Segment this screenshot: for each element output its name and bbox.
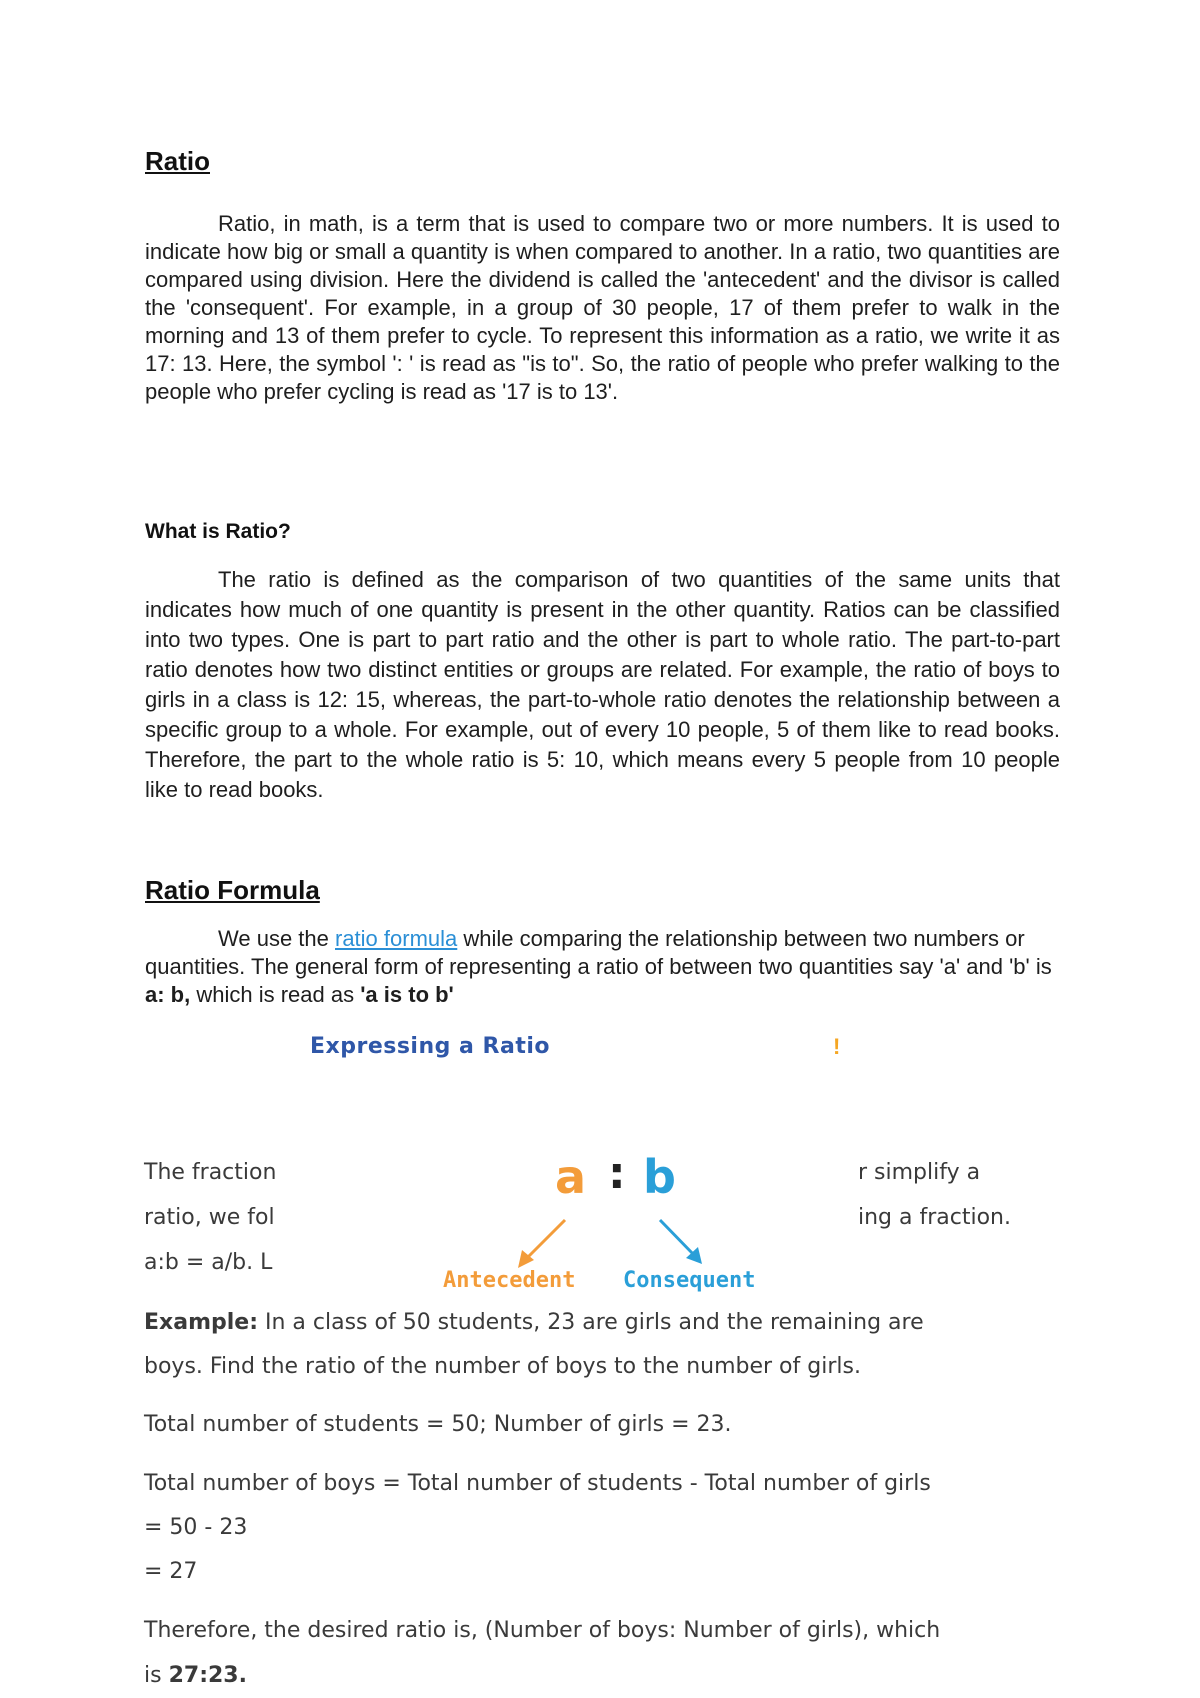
antecedent-glyph: a	[555, 1150, 587, 1204]
final-ratio: 27:23.	[168, 1663, 247, 1688]
formula-bold-ab: a: b,	[145, 982, 191, 1007]
ratio-diagram	[430, 1150, 850, 1310]
fraction-text-left-3: a:b = a/b. L	[144, 1250, 273, 1275]
heading-what-is-ratio: What is Ratio?	[145, 520, 291, 543]
total-boys-line: Total number of boys = Total number of students - Total number of girls	[144, 1471, 931, 1496]
example-label: Example:	[144, 1310, 258, 1335]
example-line-1	[144, 1310, 924, 1335]
paragraph-what-is-ratio: The ratio is defined as the comparison of two quantities of the same units that indicates how much of one quantity is present in the other quantity. Ratios can be classified into two types. One is part to part ratio and the other is part to whole ratio. The part-to-part ratio denotes how two distinct entities or groups are related. For example, the ratio of boys to girls in a class is 12: 15, whereas, the part-to-whole ratio denotes the relationship between a specific group to a whole. For example, out of every 10 people, 5 of them like to read books. Therefore, the part to the whole ratio is 5: 10, which means every 5 people from 10 people like to read books.	[145, 567, 1060, 802]
diagram-title: Expressing a Ratio	[310, 1034, 550, 1059]
heading-ratio: Ratio	[145, 146, 210, 176]
result-line: Therefore, the desired ratio is, (Number of boys: Number of girls), which	[144, 1618, 941, 1643]
example-line-2: boys. Find the ratio of the number of boys to the number of girls.	[144, 1354, 861, 1379]
colon-glyph: :	[608, 1148, 626, 1199]
formula-bold-read: 'a is to b'	[360, 982, 454, 1007]
consequent-label: Consequent	[623, 1268, 756, 1293]
final-prefix: is	[144, 1663, 169, 1688]
antecedent-label: Antecedent	[443, 1268, 576, 1293]
calc-line-2: = 27	[144, 1559, 198, 1584]
ratio-formula-link[interactable]: ratio formula	[335, 926, 458, 951]
example-text: In a class of 50 students, 23 are girls and the remaining are	[258, 1310, 924, 1335]
calc-line-1: = 50 - 23	[144, 1515, 248, 1540]
fraction-text-left-2: ratio, we fol	[144, 1205, 275, 1230]
formula-text-start: We use the	[218, 926, 335, 951]
formula-text-mid: while comparing the relationship between two numbers or quantities. The general form of representing a ratio of between two quantities say 'a' and 'b' is	[145, 926, 1052, 979]
pasted-image	[140, 1020, 1040, 1698]
paragraph-ratio-intro: Ratio, in math, is a term that is used to compare two or more numbers. It is used to indicate how big or small a quantity is when compared to another. In a ratio, two quantities are compared using division. Here the dividend is called the 'antecedent' and the divisor is called the 'consequent'. For example, in a group of 30 people, 17 of them prefer to walk in the morning and 13 of them prefer to cycle. To represent this information as a ratio, we write it as 17: 13. Here, the symbol ': ' is read as "is to". So, the ratio of people who prefer walking to the people who prefer cycling is read as '17 is to 13'.	[145, 211, 1060, 404]
consequent-glyph: b	[643, 1150, 676, 1204]
final-answer-line	[144, 1663, 247, 1688]
heading-ratio-formula: Ratio Formula	[145, 875, 320, 905]
consequent-arrow	[660, 1220, 695, 1256]
total-students-line: Total number of students = 50; Number of girls = 23.	[144, 1412, 732, 1437]
fraction-text-left-1: The fraction	[144, 1160, 277, 1185]
diagram-edge-mark: !	[833, 1034, 841, 1059]
antecedent-arrow	[525, 1220, 565, 1260]
formula-text-mid2: which is read as	[190, 982, 361, 1007]
fraction-text-right-2: ing a fraction.	[858, 1205, 1011, 1230]
paragraph-ratio-formula	[145, 925, 1060, 1009]
fraction-text-right-1: r simplify a	[858, 1160, 981, 1185]
